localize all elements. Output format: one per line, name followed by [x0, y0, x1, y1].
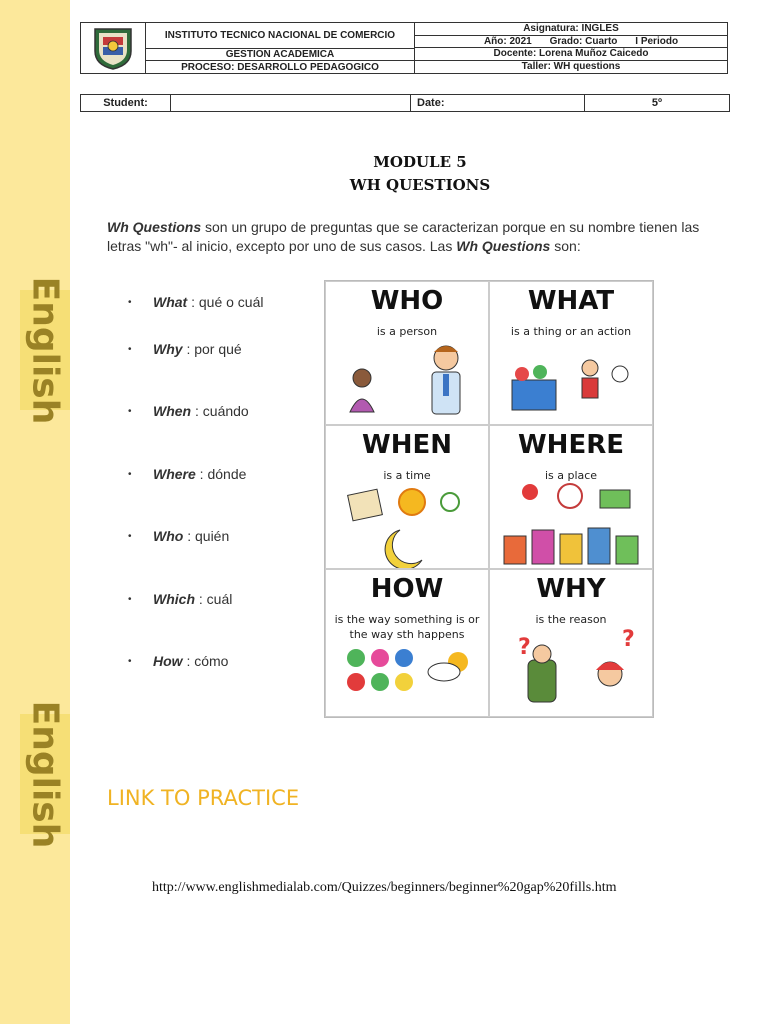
poster-cell-when: [325, 425, 489, 569]
wh-meaning: : dónde: [195, 466, 247, 482]
poster-word-where: WHERE: [518, 430, 624, 460]
institution-name: INSTITUTO TECNICO NACIONAL DE COMERCIO: [146, 23, 414, 49]
poster-cell-why: [489, 569, 653, 717]
intro-text-2: son:: [550, 238, 581, 254]
poster-cell-what: [489, 281, 653, 425]
student-label: Student:: [81, 95, 171, 111]
english-label-bottom: [20, 700, 70, 848]
logo-cell: [81, 23, 146, 73]
period: I Periodo: [635, 35, 679, 47]
wh-meaning: : qué o cuál: [187, 294, 264, 310]
institution-cell: [146, 23, 415, 73]
subject: Asignatura: INGLES: [415, 23, 727, 36]
poster-caption-where: is a place: [544, 469, 598, 482]
wh-word: Where: [153, 466, 196, 482]
wh-word: Who: [153, 528, 184, 544]
practice-url-link[interactable]: http://www.englishmedialab.com/Quizzes/beginners/beginner%20gap%20fills.htm: [152, 880, 617, 895]
wh-word: How: [153, 653, 183, 669]
module-title: MODULE 5: [373, 153, 467, 171]
student-row: [80, 94, 730, 112]
poster-caption-how: is the way something is or the way sth happens: [334, 613, 480, 641]
intro-text-1: son un grupo de preguntas que se caracterizan porque en su nombre tienen las letras "wh"- al inicio, excepto por uno de sus casos. Las: [107, 219, 700, 254]
wh-word: What: [153, 294, 188, 310]
school-crest-icon: [91, 25, 135, 71]
wh-meaning: : cuándo: [191, 403, 249, 419]
teacher: Docente: Lorena Muñoz Caicedo: [415, 48, 727, 61]
poster-caption-why: is the reason: [535, 613, 607, 626]
wh-word: When: [153, 403, 192, 419]
link-to-practice-heading: LINK TO PRACTICE: [107, 786, 300, 810]
poster-word-how: HOW: [370, 574, 444, 604]
grade: Grado: Cuarto: [549, 35, 618, 47]
intro-term-2: Wh Questions: [456, 238, 551, 254]
english-label-top-text: English: [24, 276, 66, 424]
header-table: [80, 22, 728, 74]
svg-text:?: ?: [518, 635, 531, 660]
poster-cell-how: [325, 569, 489, 717]
department-name: GESTION ACADEMICA: [146, 49, 414, 61]
workshop: Taller: WH questions: [521, 61, 621, 73]
poster-cell-who: [325, 281, 489, 425]
poster-caption-what: is a thing or an action: [510, 325, 632, 338]
poster-word-when: WHEN: [362, 430, 452, 460]
wh-meaning: : por qué: [182, 341, 242, 357]
wh-meaning: : cuál: [195, 591, 233, 607]
process-name: PROCESO: DESARROLLO PEDAGOGICO: [181, 61, 379, 73]
date-label: Date:: [411, 95, 585, 111]
svg-text:?: ?: [622, 627, 635, 652]
poster-caption-when: is a time: [383, 469, 431, 482]
grade-value: 5º: [651, 97, 663, 109]
year: Año: 2021: [483, 35, 532, 47]
student-name-field[interactable]: [171, 95, 411, 111]
module-subtitle: WH QUESTIONS: [349, 176, 491, 194]
wh-meaning: : cómo: [182, 653, 229, 669]
poster-word-what: WHAT: [527, 286, 615, 316]
wh-poster-grid: [324, 280, 654, 718]
poster-caption-who: is a person: [376, 325, 438, 338]
wh-meaning: : quién: [183, 528, 230, 544]
intro-paragraph: [107, 218, 707, 256]
english-label-bottom-text: English: [24, 700, 66, 848]
intro-term-1: Wh Questions: [107, 219, 202, 235]
poster-word-why: WHY: [536, 574, 606, 604]
poster-cell-where: [489, 425, 653, 569]
course-info-cell: [415, 23, 727, 73]
wh-word: Why: [153, 341, 183, 357]
sidebar: [0, 0, 70, 1024]
english-label-top: [20, 276, 70, 424]
year-grade-row: [415, 36, 727, 49]
wh-word: Which: [153, 591, 195, 607]
poster-word-who: WHO: [370, 286, 444, 316]
